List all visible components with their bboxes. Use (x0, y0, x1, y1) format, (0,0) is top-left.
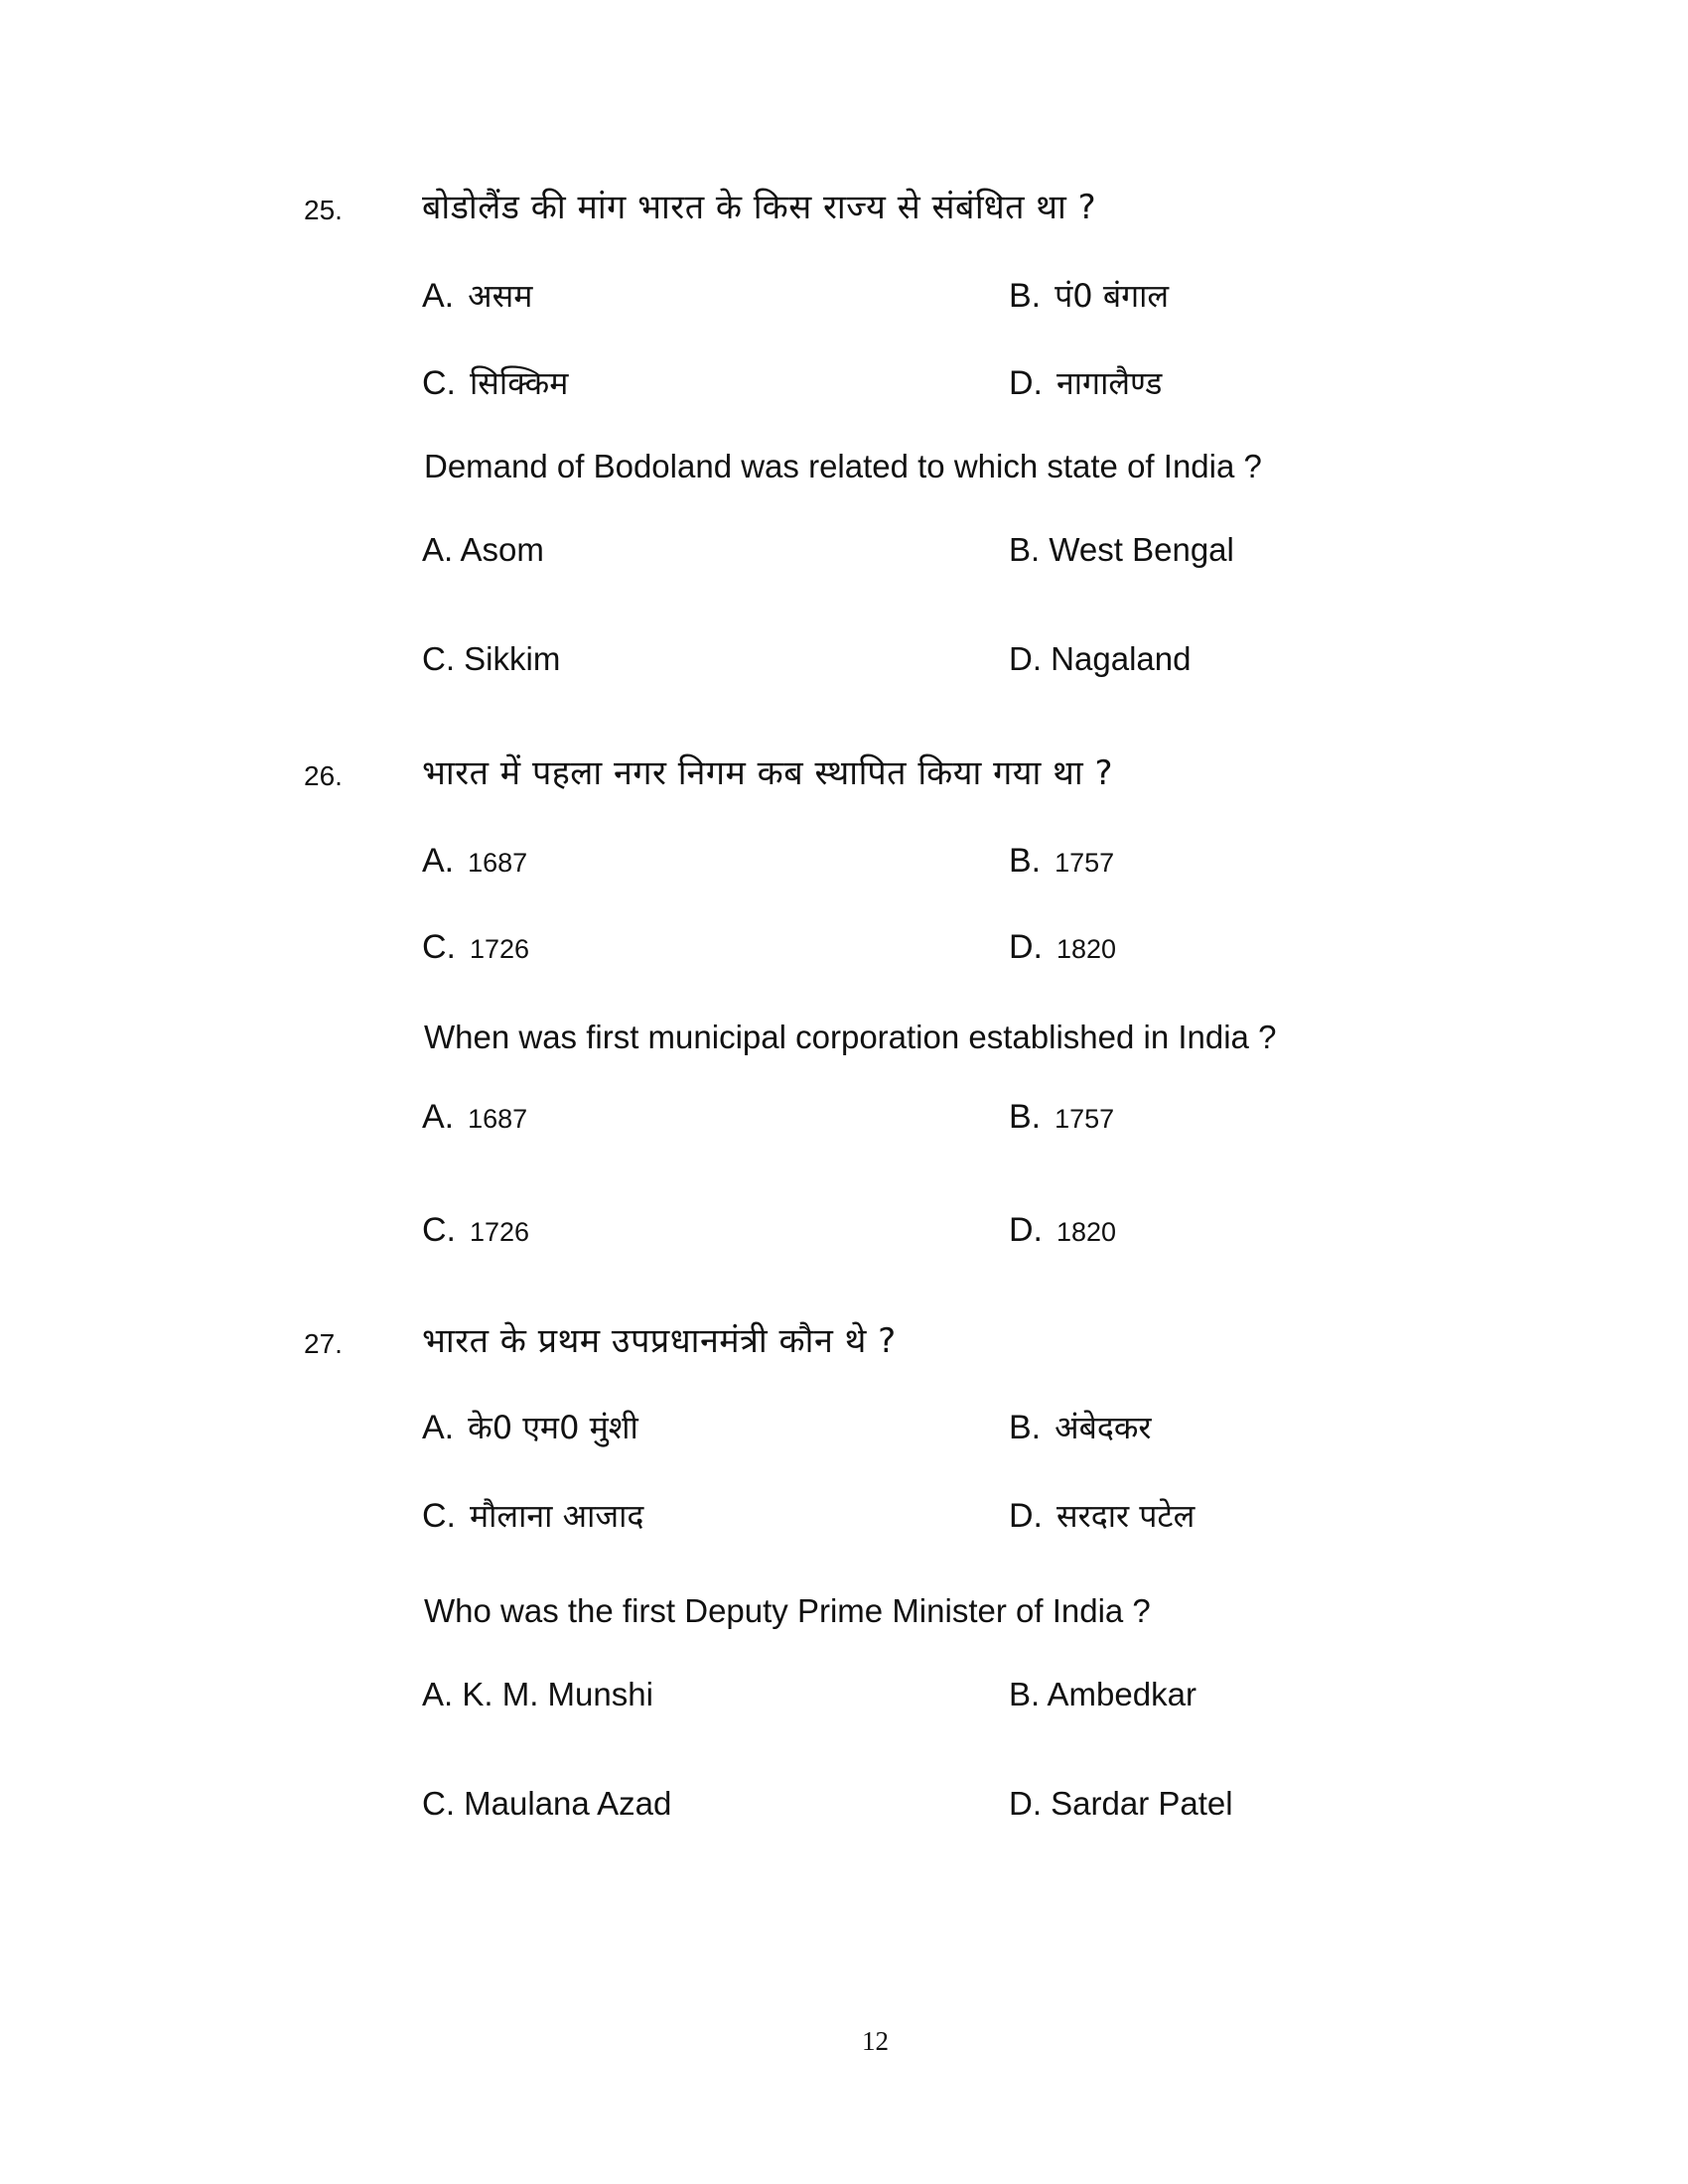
option-b-hindi: B. अंबेदकर (1009, 1409, 1152, 1446)
option-a-hindi: A. 1687 (422, 842, 528, 880)
option-d-hindi: D. सरदार पटेल (1009, 1497, 1196, 1535)
option-b-english: B. Ambedkar (1009, 1676, 1196, 1712)
question-text-english: When was first municipal corporation established in India ? (424, 1019, 1277, 1055)
question-number: 26. (304, 760, 343, 791)
question-number: 25. (304, 195, 343, 225)
option-a-english: A. 1687 (422, 1098, 528, 1136)
option-b-hindi: B. 1757 (1009, 842, 1115, 880)
question-number: 27. (304, 1328, 343, 1359)
option-a-hindi: A. असम (422, 277, 533, 315)
option-b-english: B. West Bengal (1009, 531, 1234, 568)
question-text-english: Who was the first Deputy Prime Minister of India ? (424, 1592, 1151, 1629)
option-c-hindi: C. 1726 (422, 928, 530, 966)
option-c-hindi: C. मौलाना आजाद (422, 1497, 644, 1535)
option-c-english: C. 1726 (422, 1211, 530, 1249)
option-d-english: D. 1820 (1009, 1211, 1117, 1249)
option-c-hindi: C. सिक्किम (422, 364, 569, 402)
option-a-english: A. K. M. Munshi (422, 1676, 653, 1712)
option-c-english: C. Sikkim (422, 640, 561, 677)
option-b-hindi: B. पं0 बंगाल (1009, 277, 1170, 315)
option-d-hindi: D. 1820 (1009, 928, 1117, 966)
option-a-hindi: A. के0 एम0 मुंशी (422, 1409, 638, 1446)
option-c-english: C. Maulana Azad (422, 1785, 672, 1822)
page-number: 12 (862, 2026, 889, 2056)
option-d-hindi: D. नागालैण्ड (1009, 364, 1163, 402)
question-text-english: Demand of Bodoland was related to which state of India ? (424, 448, 1262, 484)
option-a-english: A. Asom (422, 531, 544, 568)
question-text-hindi: भारत में पहला नगर निगम कब स्थापित किया गया था ? (422, 753, 1113, 793)
option-b-english: B. 1757 (1009, 1098, 1115, 1136)
question-text-hindi: भारत के प्रथम उपप्रधानमंत्री कौन थे ? (422, 1321, 897, 1361)
option-d-english: D. Sardar Patel (1009, 1785, 1233, 1822)
question-text-hindi: बोडोलैंड की मांग भारत के किस राज्य से संबंधित था ? (422, 188, 1097, 227)
option-d-english: D. Nagaland (1009, 640, 1192, 677)
